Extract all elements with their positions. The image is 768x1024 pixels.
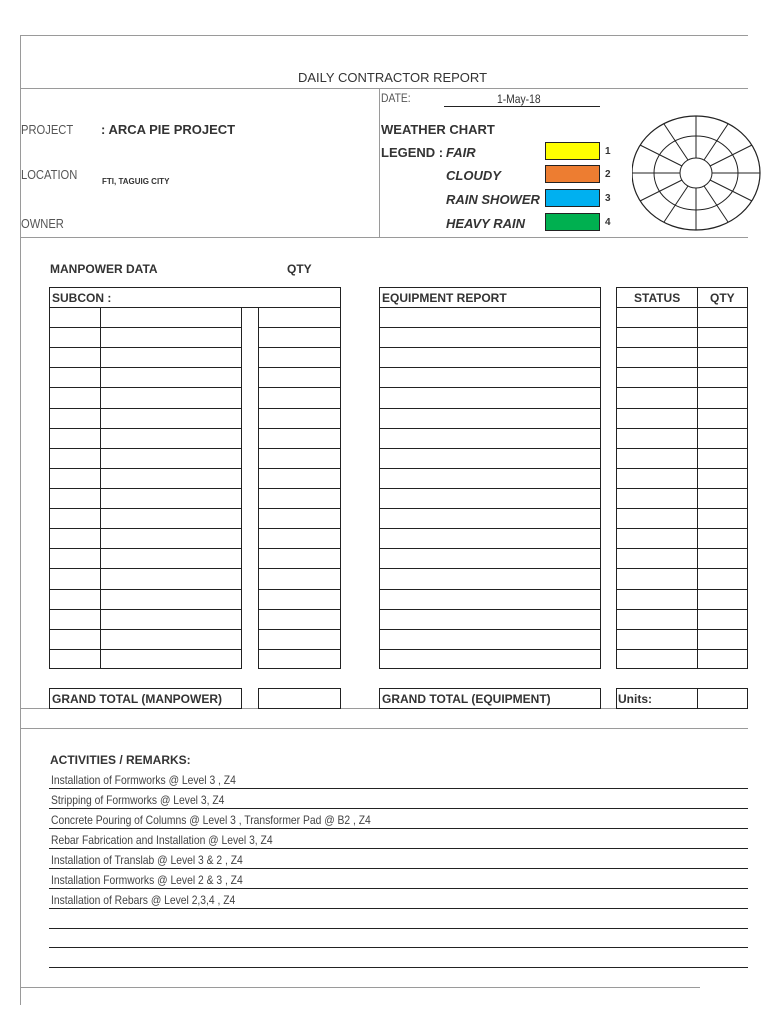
owner-label: OWNER — [21, 216, 64, 231]
table-row-line — [258, 589, 341, 590]
remark-line — [49, 947, 748, 948]
table-row-line — [258, 488, 341, 489]
table-row-line — [258, 568, 341, 569]
date-label: DATE: — [381, 91, 411, 105]
table-row-line — [258, 468, 341, 469]
remark-line — [49, 888, 748, 889]
table-row-line — [49, 548, 242, 549]
table-row-line — [379, 448, 601, 449]
table-row-line — [379, 488, 601, 489]
equipment-units-value[interactable] — [697, 688, 748, 709]
table-row-line — [616, 649, 748, 650]
location-label: LOCATION — [21, 167, 78, 182]
table-row-line — [258, 448, 341, 449]
weather-chart-label: WEATHER CHART — [381, 122, 495, 137]
equipment-grand-total-label: GRAND TOTAL (EQUIPMENT) — [382, 692, 551, 706]
table-row-line — [616, 568, 748, 569]
table-row-line — [49, 589, 242, 590]
top-border — [20, 35, 748, 36]
table-row-line — [379, 589, 601, 590]
remark-line — [49, 788, 748, 789]
table-row-line — [379, 468, 601, 469]
table-row-line — [258, 367, 341, 368]
table-row-line — [49, 428, 242, 429]
table-row-line — [379, 609, 601, 610]
equipment-units-label: Units: — [618, 692, 652, 706]
table-row-line — [379, 347, 601, 348]
legend-cloudy-swatch — [545, 165, 600, 183]
table-row-line — [379, 428, 601, 429]
table-row-line — [258, 408, 341, 409]
table-row-line — [616, 428, 748, 429]
table-row-line — [49, 347, 242, 348]
equipment-grand-total — [379, 688, 601, 709]
table-row-line — [49, 488, 242, 489]
section-divider-2 — [20, 728, 748, 729]
legend-heavy-rain-number: 4 — [605, 217, 611, 228]
remark-line — [49, 908, 748, 909]
table-row-line — [49, 649, 242, 650]
activity-item: Rebar Fabrication and Installation @ Level 3, Z4 — [51, 833, 273, 847]
table-row-line — [616, 589, 748, 590]
table-row-line — [379, 548, 601, 549]
remark-line — [49, 828, 748, 829]
table-row-line — [616, 448, 748, 449]
legend-fair-label: FAIR — [446, 145, 476, 160]
table-row-line — [379, 327, 601, 328]
remark-line — [49, 868, 748, 869]
weather-wheel-icon — [632, 114, 768, 232]
table-row-line — [49, 408, 242, 409]
table-row-line — [49, 448, 242, 449]
table-row-line — [379, 508, 601, 509]
date-value: 1-May-18 — [497, 92, 541, 106]
table-row-line — [49, 528, 242, 529]
manpower-qty-label: QTY — [287, 262, 312, 276]
table-row-line — [616, 347, 748, 348]
table-row-line — [49, 367, 242, 368]
legend-heavy-rain-label: HEAVY RAIN — [446, 216, 525, 231]
legend-fair-swatch — [545, 142, 600, 160]
equipment-title: EQUIPMENT REPORT — [382, 291, 507, 305]
table-row-line — [258, 528, 341, 529]
table-row-line — [616, 468, 748, 469]
manpower-title: MANPOWER DATA — [50, 262, 158, 276]
table-row-line — [49, 327, 242, 328]
equipment-status-label: STATUS — [634, 291, 681, 305]
table-row-line — [258, 609, 341, 610]
remark-line — [49, 848, 748, 849]
table-row-line — [258, 508, 341, 509]
project-value: : ARCA PIE PROJECT — [101, 122, 236, 137]
table-row-line — [49, 609, 242, 610]
table-row-line — [379, 649, 601, 650]
location-value: FTI, TAGUIG CITY — [102, 177, 170, 186]
equipment-units — [616, 688, 698, 709]
table-row-line — [379, 408, 601, 409]
header-divider — [20, 88, 748, 89]
equipment-header — [379, 287, 601, 308]
remark-line — [49, 967, 748, 968]
legend-heavy-rain-swatch — [545, 213, 600, 231]
table-row-line — [258, 347, 341, 348]
legend-fair-number: 1 — [605, 146, 611, 157]
legend-cloudy-number: 2 — [605, 169, 611, 180]
table-row-line — [379, 367, 601, 368]
activity-item: Installation Formworks @ Level 2 & 3 , Z4 — [51, 873, 243, 887]
report-title: DAILY CONTRACTOR REPORT — [298, 70, 488, 85]
table-row-line — [258, 428, 341, 429]
remark-line — [49, 808, 748, 809]
table-row-line — [49, 468, 242, 469]
legend-rain-shower-label: RAIN SHOWER — [446, 192, 540, 207]
equipment-qty-label: QTY — [710, 291, 735, 305]
table-row-line — [616, 528, 748, 529]
equipment-qty-header — [697, 287, 748, 308]
header-bottom-divider — [20, 237, 748, 238]
table-row-line — [616, 488, 748, 489]
manpower-grand-total — [49, 688, 242, 709]
table-row-line — [49, 387, 242, 388]
table-row-line — [258, 629, 341, 630]
project-label: PROJECT — [21, 122, 74, 137]
activity-item: Concrete Pouring of Columns @ Level 3 , Transformer Pad @ B2 , Z4 — [51, 813, 371, 827]
table-row-line — [379, 387, 601, 388]
table-row-line — [616, 367, 748, 368]
table-row-line — [616, 548, 748, 549]
table-row-line — [616, 327, 748, 328]
table-row-line — [49, 508, 242, 509]
activity-item: Installation of Translab @ Level 3 & 2 , Z4 — [51, 853, 243, 867]
table-row-line — [258, 548, 341, 549]
legend-cloudy-label: CLOUDY — [446, 168, 501, 183]
table-row-line — [616, 387, 748, 388]
remark-line — [49, 928, 748, 929]
subcon-header — [49, 287, 341, 308]
table-row-line — [49, 629, 242, 630]
subcon-label: SUBCON : — [52, 291, 112, 305]
manpower-grand-total-label: GRAND TOTAL (MANPOWER) — [52, 692, 222, 706]
table-row-line — [258, 327, 341, 328]
legend-rain-shower-number: 3 — [605, 193, 611, 204]
table-row-line — [49, 568, 242, 569]
header-column-divider — [379, 88, 380, 237]
table-row-line — [379, 629, 601, 630]
equipment-status-header — [616, 287, 698, 308]
legend-label: LEGEND : — [381, 145, 444, 160]
table-row-line — [616, 629, 748, 630]
table-row-line — [379, 568, 601, 569]
legend-rain-shower-swatch — [545, 189, 600, 207]
activity-item: Stripping of Formworks @ Level 3, Z4 — [51, 793, 225, 807]
date-underline — [444, 106, 600, 107]
activities-title: ACTIVITIES / REMARKS: — [50, 753, 191, 767]
table-row-line — [258, 387, 341, 388]
table-row-line — [616, 508, 748, 509]
table-row-line — [616, 609, 748, 610]
table-row-line — [258, 649, 341, 650]
manpower-grand-total-value[interactable] — [258, 688, 341, 709]
table-row-line — [379, 528, 601, 529]
footer-divider — [20, 987, 700, 988]
activity-item: Installation of Rebars @ Level 2,3,4 , Z4 — [51, 893, 236, 907]
table-row-line — [616, 408, 748, 409]
activity-item: Installation of Formworks @ Level 3 , Z4 — [51, 773, 236, 787]
